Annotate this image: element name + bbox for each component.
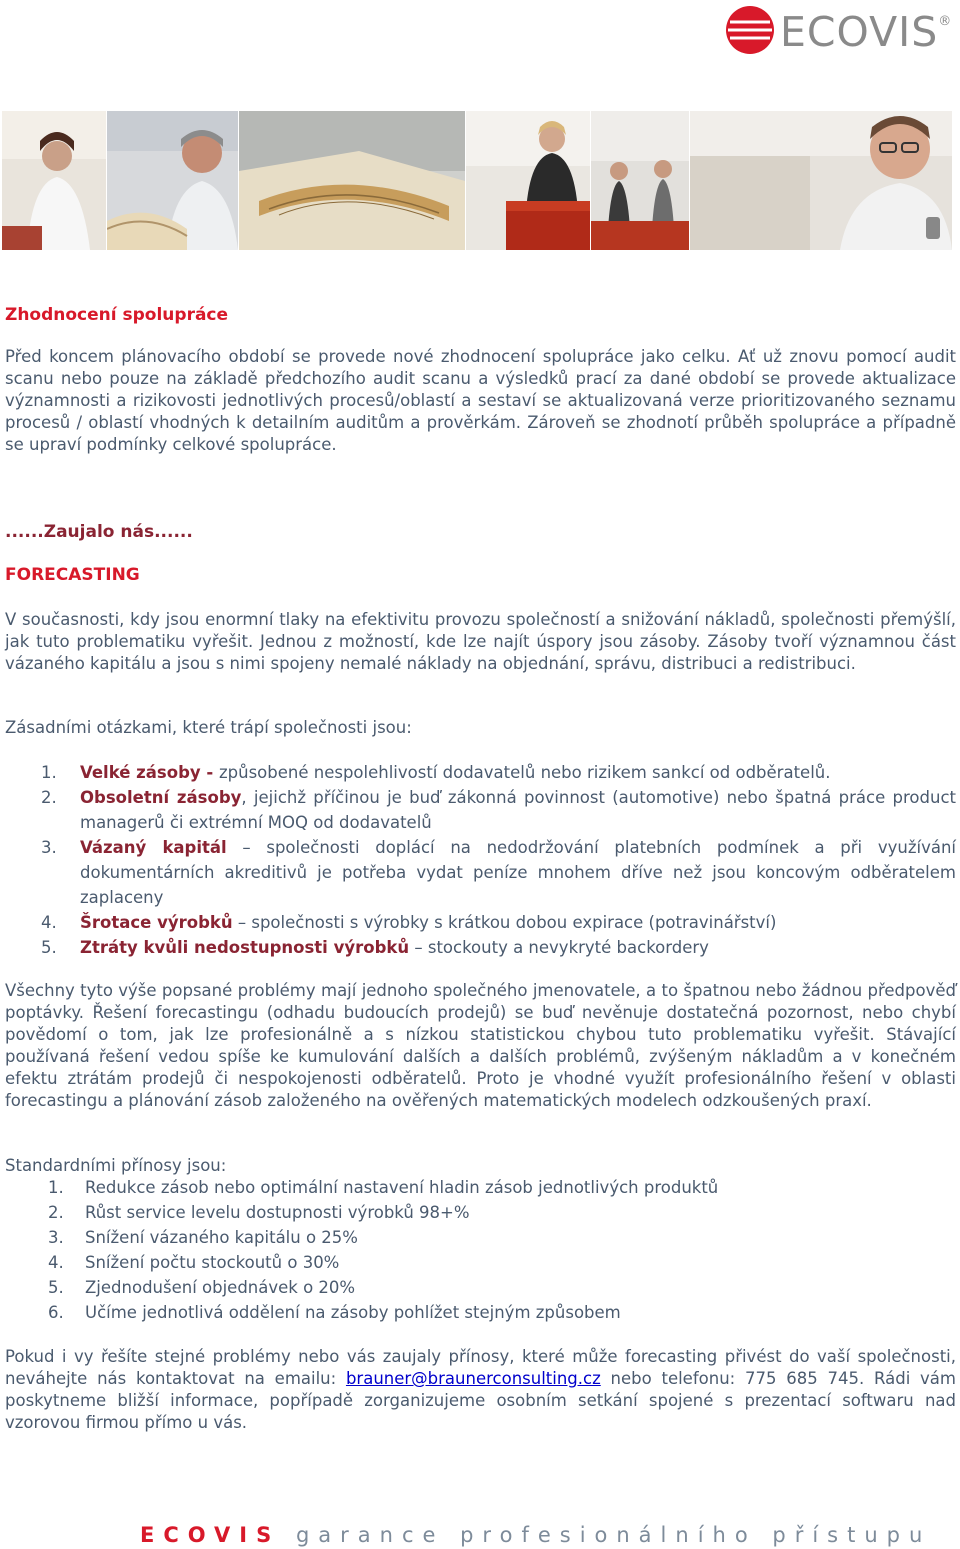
footer-slogan xyxy=(140,1523,931,1547)
benefit-number: 2. xyxy=(48,1203,64,1222)
analysis-paragraph: Všechny tyto výše popsané problémy mají jednoho společného jmenovatele, a to špatnou nebo žádnou předpověď poptávky. Řešení forecastingu (odhadu budoucích prodejů) se buď nevěnuje dostatečná pozornost, nebo chybí povědomí o tom, jak lze profesionálně a s nízkou statistickou chybou tuto problematiku vyřešit. Stávající používaná řešení vedou spíše ke kumulování dalších a dalších problémů, zvýšeným nákladům a v konečném efektu ztrátám prodejů či nespokojenosti odběratelů. Proto je vhodné využít profesionálního řešení v oblasti forecastingu a plánování zásob založeného na ověřených matematických modelech odzkoušených praxí. xyxy=(5,981,956,1110)
photo-man-reading xyxy=(107,111,238,250)
benefit-text: Snížení počtu stockoutů o 30% xyxy=(85,1253,340,1272)
benefit-item xyxy=(0,1200,956,1225)
problem-number: 1. xyxy=(41,763,57,782)
problem-number: 3. xyxy=(41,838,57,857)
photo-man-glasses xyxy=(690,111,952,250)
interested-kicker: ......Zaujalo nás...... xyxy=(5,522,193,542)
benefit-number: 5. xyxy=(48,1278,64,1297)
benefit-item xyxy=(0,1225,956,1250)
problem-item xyxy=(0,835,956,910)
footer-brand: ECOVIS xyxy=(140,1523,281,1547)
problem-number: 2. xyxy=(41,788,57,807)
problem-item xyxy=(0,910,956,935)
problem-text: , jejichž příčinou je buď zákonná povinnost (automotive) nebo špatná práce product managerů či extrémní MOQ od dodavatelů xyxy=(80,788,956,832)
benefit-number: 1. xyxy=(48,1178,64,1197)
problem-text: – stockouty a nevykryté backordery xyxy=(409,938,709,957)
problem-item xyxy=(0,935,956,960)
contact-text-after: nebo telefonu: 775 685 745. Rádi vám poskytneme bližší informace, popřípadě zorganizujeme osobním setkání spojené s prezentací softwaru nad vzorovou firmou přímo u vás. xyxy=(5,1369,956,1432)
problem-item xyxy=(0,785,956,835)
contact-text-before: Pokud i vy řešíte stejné problémy nebo vás zaujaly přínosy, které může forecasting přivést do vaší společnosti, neváhejte nás kontaktovat na emailu: xyxy=(5,1347,956,1388)
problem-title: Velké zásoby - xyxy=(80,763,219,782)
key-questions-label: Zásadními otázkami, které trápí společnosti jsou: xyxy=(5,718,412,737)
benefit-item xyxy=(0,1275,956,1300)
benefit-item xyxy=(0,1175,956,1200)
contact-email-link[interactable]: brauner@braunerconsulting.cz xyxy=(345,1369,601,1388)
header-photo-strip xyxy=(0,111,952,250)
problem-text: – společnosti s výrobky s krátkou dobou expirace (potravinářství) xyxy=(232,913,777,932)
problem-title: Ztráty kvůli nedostupnosti výrobků xyxy=(80,938,410,957)
problem-text: – společnosti doplácí na nedodržování platebních podmínek a při využívání dokumentárních akreditivů je potřeba vydat peníze mnohem dříve než jsou koncovým odběratelem zaplaceny xyxy=(80,838,956,907)
problems-list xyxy=(0,760,956,960)
footer-tagline: garance profesionálního přístupu xyxy=(295,1523,932,1547)
problem-text: způsobené nespolehlivostí dodavatelů nebo rizikem sankcí od odběratelů. xyxy=(218,763,831,782)
benefit-text: Zjednodušení objednávek o 20% xyxy=(85,1278,356,1297)
benefits-list xyxy=(0,1175,956,1325)
benefit-item xyxy=(0,1300,956,1325)
cooperation-paragraph: Před koncem plánovacího období se provede nové zhodnocení spolupráce jako celku. Ať už znovu pomocí audit scanu nebo pouze na základě předchozího audit scanu a výsledků prací za dané období se provede aktualizace významnosti a rizikovosti jednotlivých procesů/oblastí a sestaví se aktualizovaná verze prioritizovaného seznamu procesů / oblastí vhodných k detailním auditům a prověrkám. Zároveň se zhodnotí průběh spolupráce a případně se upraví podmínky celkové spolupráce. xyxy=(5,347,956,454)
section-title-cooperation: Zhodnocení spolupráce xyxy=(5,305,229,325)
benefit-text: Redukce zásob nebo optimální nastavení hladin zásob jednotlivých produktů xyxy=(85,1178,719,1197)
photo-group-meeting xyxy=(591,111,689,250)
benefit-item xyxy=(0,1250,956,1275)
problem-item xyxy=(0,760,956,785)
problem-title: Šrotace výrobků xyxy=(80,913,233,932)
benefit-text: Snížení vázaného kapitálu o 25% xyxy=(85,1228,358,1247)
photo-woman-seated xyxy=(2,111,106,250)
benefit-number: 3. xyxy=(48,1228,64,1247)
benefit-text: Růst service levelu dostupnosti výrobků 98+% xyxy=(85,1203,470,1222)
benefit-number: 4. xyxy=(48,1253,64,1272)
problem-number: 5. xyxy=(41,938,57,957)
benefit-number: 6. xyxy=(48,1303,64,1322)
ecovis-logo-text: ECOVIS® xyxy=(780,8,953,56)
photo-woman-chair xyxy=(466,111,590,250)
problem-title: Vázaný kapitál xyxy=(80,838,227,857)
photo-book-desk xyxy=(239,111,465,250)
benefits-label: Standardními přínosy jsou: xyxy=(5,1156,227,1175)
forecasting-intro-paragraph: V současnosti, kdy jsou enormní tlaky na efektivitu provozu společností a snižování nákladů, společnosti přemýšlí, jak tuto problematiku vyřešit. Jednou z možností, kde lze najít úspory jsou zásoby. Zásoby tvoří významnou část vázaného kapitálu a jsou s nimi spojeny nemalé náklady na objednání, správu, distribuci a redistribuci. xyxy=(5,610,956,673)
ecovis-logo xyxy=(722,0,954,60)
section-title-forecasting: FORECASTING xyxy=(5,565,140,585)
problem-number: 4. xyxy=(41,913,57,932)
ecovis-logo-mark xyxy=(722,0,776,60)
benefit-text: Učíme jednotlivá oddělení na zásoby pohlížet stejným způsobem xyxy=(85,1303,621,1322)
problem-title: Obsoletní zásoby xyxy=(80,788,242,807)
contact-paragraph xyxy=(5,1346,956,1434)
